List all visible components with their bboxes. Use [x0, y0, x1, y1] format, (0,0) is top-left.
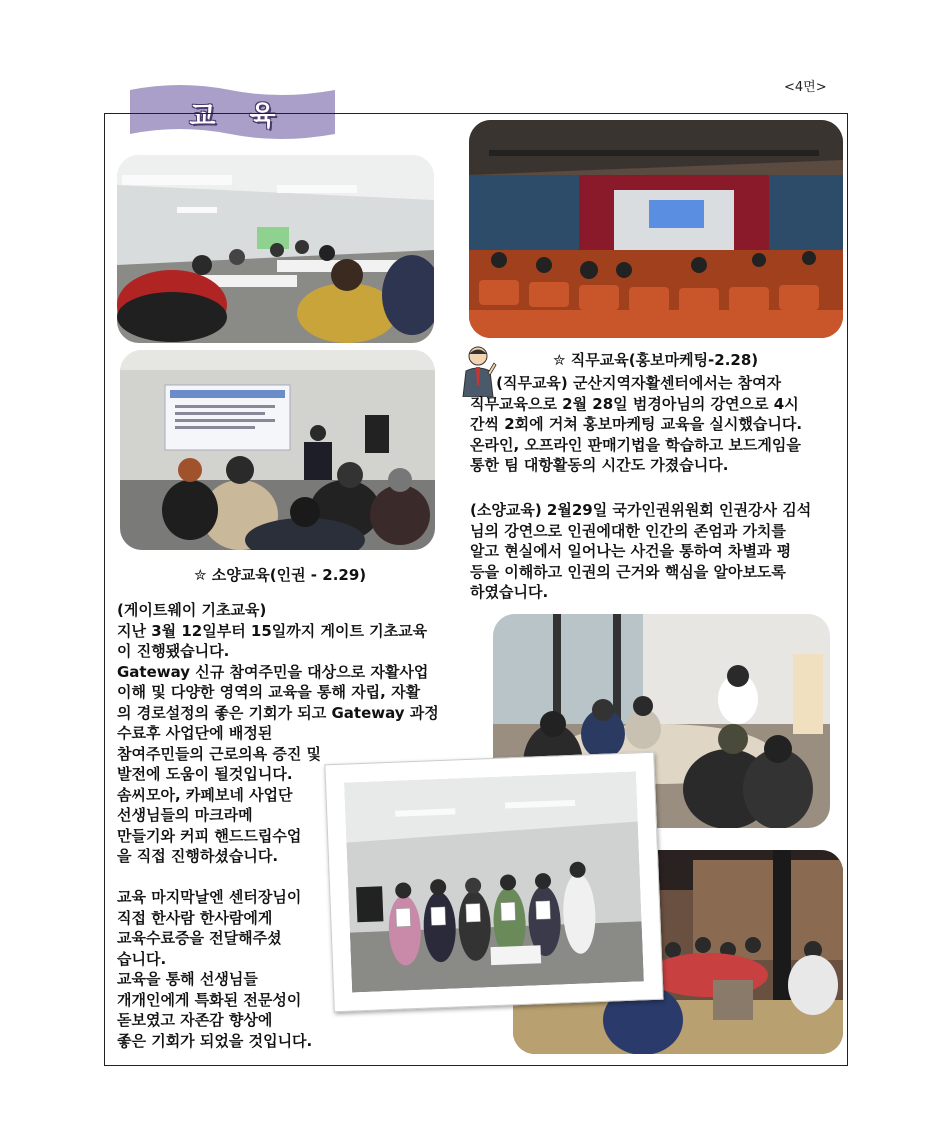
lecture-photo [120, 350, 435, 550]
culture-training-text: (소양교육) 2월29일 국가인권위원회 인권강사 김석 님의 강연으로 인권에대한 인간의 존엄과 가치를 알고 현실에서 일어나는 사건을 통하여 차별과 평 등을 이해하고 인권의 근거와 핵심을 알아보도록 하였습니다. [470, 501, 812, 601]
section-title: 교육 [189, 101, 310, 132]
page-number: <4면> [784, 80, 827, 95]
certificate-ceremony-photo [324, 752, 663, 1012]
auditorium-photo [469, 120, 843, 338]
gateway-training-text: (게이트웨이 기초교육) 지난 3월 12일부터 15일까지 게이트 기초교육 이 진행됐습니다. Gateway 신규 참여주민을 대상으로 자활사업 이해 및 다양한 영역의 교육을 통해 자립, 자활 의 경로설정의 좋은 기회가 되고 Gateway 과정 수료후 사업단에 배정된 참여주민들의 근로의욕 증진 및 발전에 도움이 될것입니다. 솜씨모아, 카페보네 사업단 선생님들의 마크라메 만들기와 커피 핸드드립수업 을 직접 진행하셨습니다. 교육 마지막날엔 센터장님이 직접 한사람 한사람에게 교육수료증을 전달해주셨 습니다. 교육을 통해 선생님들 개개인에게 특화된 전문성이 돋보였고 자존감 향상에 좋은 기회가 되었을 것입니다. [117, 601, 439, 1050]
job-training-text: (직무교육) 군산지역자활센터에서는 참여자 직무교육으로 2월 28일 범경아님의 강연으로 4시 간씩 2회에 거쳐 홍보마케팅 교육을 실시했습니다. 온라인, 오프라인 판매기법을 학습하고 보드게임을 통한 팀 대항활동의 시간도 가졌습니다. [470, 374, 803, 474]
job-training-caption: ✮ 직무교육(홍보마케팅-2.28) [553, 351, 759, 369]
culture-training-caption: ✮ 소양교육(인권 - 2.29) [194, 566, 367, 584]
classroom-photo [117, 155, 434, 343]
